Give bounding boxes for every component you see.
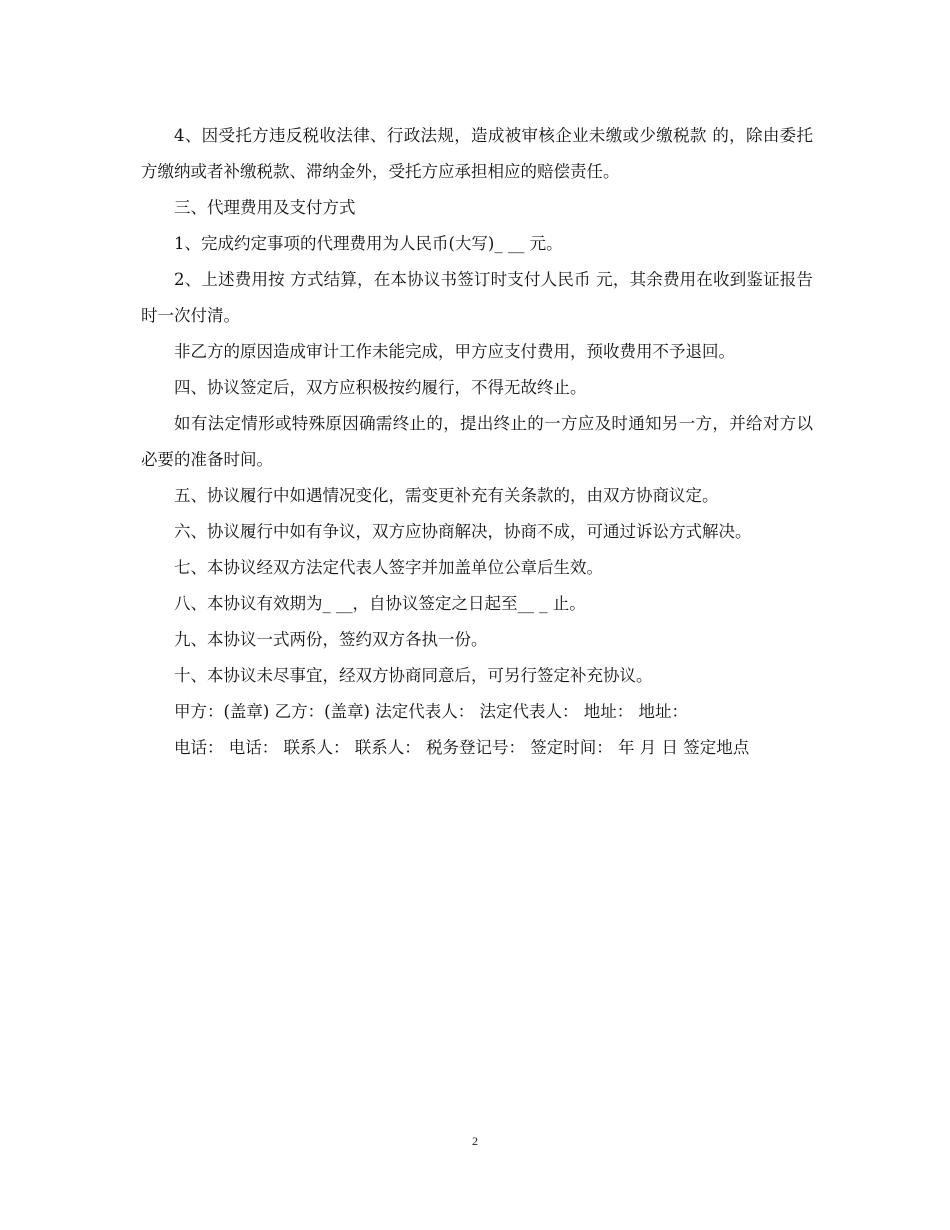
document-body (141, 118, 813, 766)
paragraph-payment-method: 2、上述费用按 方式结算，在本协议书签订时支付人民币 元，其余费用在收到鉴证报告时一次付清。 (141, 270, 813, 325)
section-heading-performance: 四、协议签定后，双方应积极按约履行，不得无故终止。 (174, 378, 587, 397)
section-heading-disputes: 六、协议履行中如有争议，双方应协商解决，协商不成，可通过诉讼方式解决。 (174, 522, 752, 541)
paragraph-incomplete-audit: 非乙方的原因造成审计工作未能完成，甲方应支付费用，预收费用不予退回。 (174, 342, 735, 361)
signature-block-contacts: 电话： 电话： 联系人： 联系人： 税务登记号： 签定时间： 年 月 日 签定地点 (174, 738, 750, 757)
page-number: 2 (472, 1134, 478, 1148)
section-heading-supplement: 十、本协议未尽事宜，经双方协商同意后，可另行签定补充协议。 (174, 666, 653, 685)
paragraph-termination: 如有法定情形或特殊原因确需终止的，提出终止的一方应及时通知另一方，并给对方以必要的准备时间。 (141, 414, 813, 469)
paragraph-fee-amount: 1、完成约定事项的代理费用为人民币(大写)_ __ 元。 (174, 234, 563, 253)
signature-block-parties: 甲方：(盖章) 乙方：(盖章) 法定代表人： 法定代表人： 地址： 地址： (174, 702, 688, 721)
section-heading-validity: 八、本协议有效期为_ __，自协议签定之日起至__ _ 止。 (174, 594, 586, 613)
section-heading-amendment: 五、协议履行中如遇情况变化，需变更补充有关条款的，由双方协商议定。 (174, 486, 719, 505)
section-heading-effectiveness: 七、本协议经双方法定代表人签字并加盖单位公章后生效。 (174, 558, 603, 577)
section-heading-copies: 九、本协议一式两份，签约双方各执一份。 (174, 630, 488, 649)
paragraph-clause-4: 4、因受托方违反税收法律、行政法规，造成被审核企业未缴或少缴税款 的，除由委托方缴纳或者补缴税款、滞纳金外，受托方应承担相应的赔偿责任。 (141, 126, 813, 181)
section-heading-fees: 三、代理费用及支付方式 (174, 198, 356, 217)
